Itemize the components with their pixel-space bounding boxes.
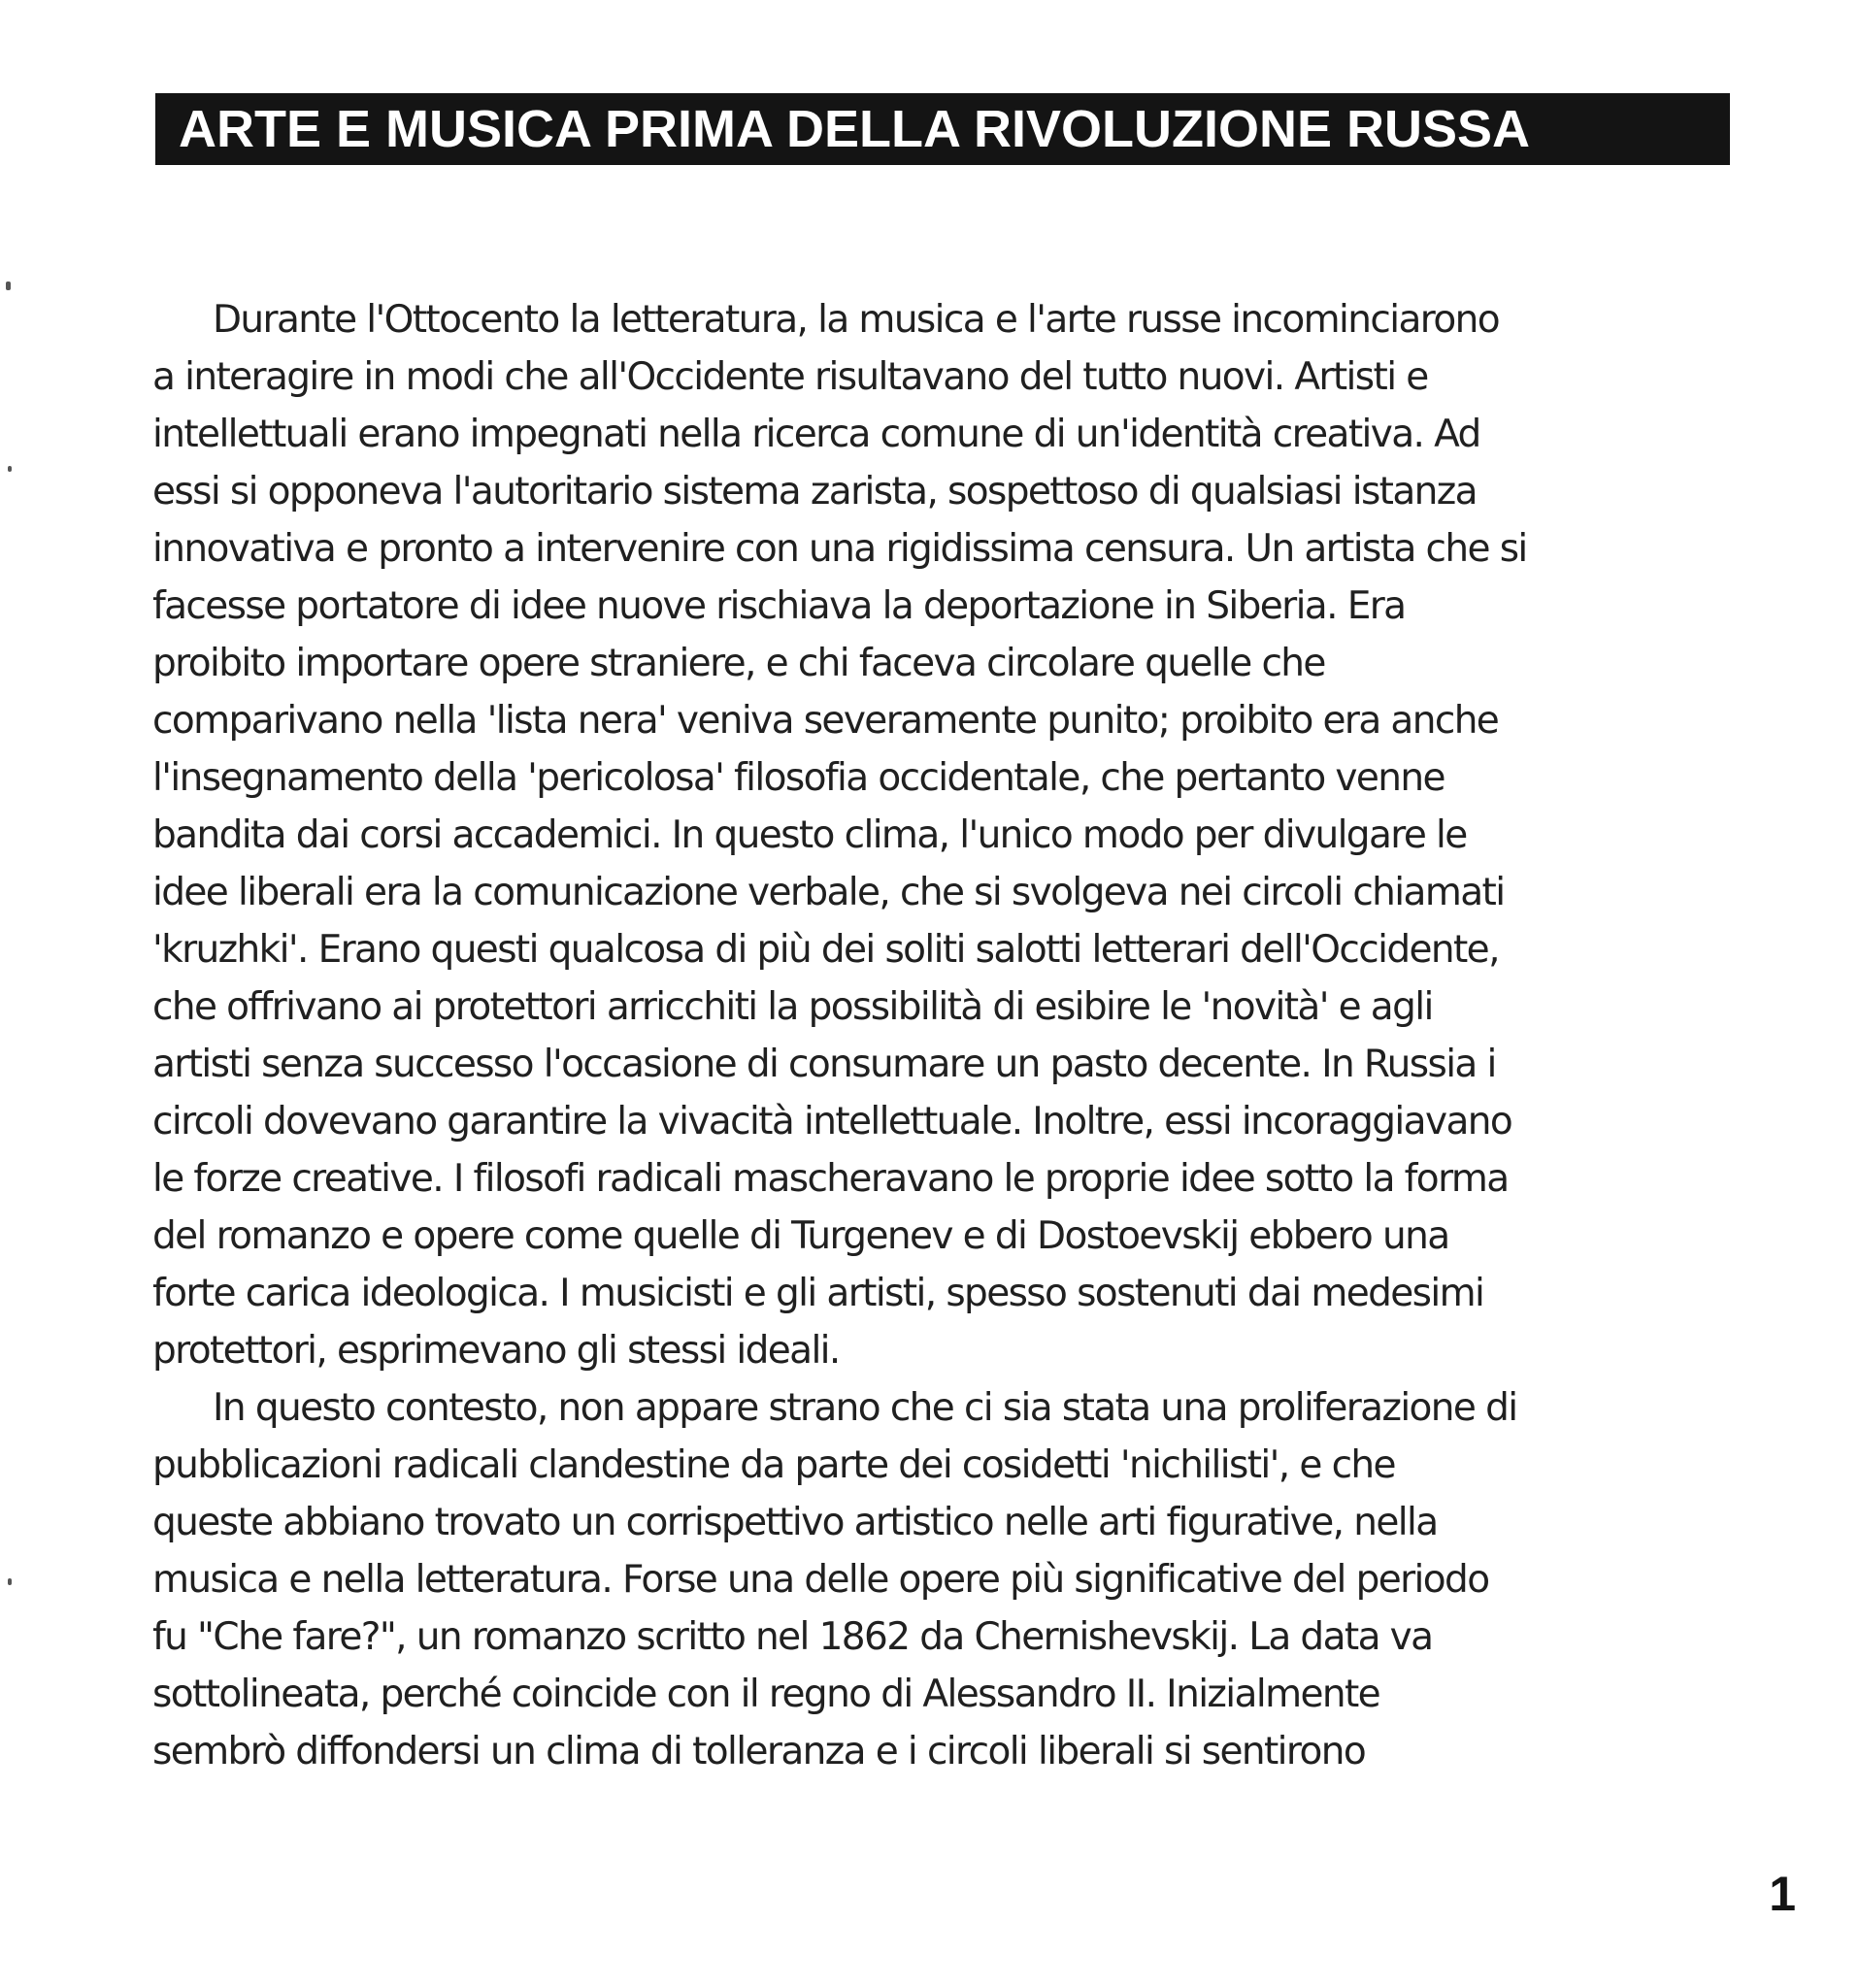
text-line: essi si opponeva l'autoritario sistema zarista, sospettoso di qualsiasi istanza (152, 470, 1477, 514)
text-line: a interagire in modi che all'Occidente risultavano del tutto nuovi. Artisti e (152, 355, 1428, 399)
text-line: queste abbiano trovato un corrispettivo artistico nelle arti figurative, nella (152, 1501, 1438, 1544)
text-line: protettori, esprimevano gli stessi ideali. (152, 1329, 840, 1373)
text-line: intellettuali erano impegnati nella ricerca comune di un'identità creativa. Ad (152, 413, 1480, 456)
page-title: ARTE E MUSICA PRIMA DELLA RIVOLUZIONE RUSSA (179, 100, 1531, 158)
text-line: circoli dovevano garantire la vivacità intellettuale. Inoltre, essi incoraggiavano (152, 1100, 1512, 1143)
text-line: facesse portatore di idee nuove rischiava la deportazione in Siberia. Era (152, 584, 1406, 628)
text-line: 'kruzhki'. Erano questi qualcosa di più dei soliti salotti letterari dell'Occidente, (152, 928, 1499, 972)
scan-speck (8, 466, 12, 472)
text-line: l'insegnamento della 'pericolosa' filosofia occidentale, che pertanto venne (152, 756, 1445, 800)
text-line: sembrò diffondersi un clima di tolleranza e i circoli liberali si sentirono (152, 1730, 1366, 1773)
title-banner (155, 93, 1730, 165)
text-line: comparivano nella 'lista nera' veniva severamente punito; proibito era anche (152, 699, 1499, 743)
text-line: musica e nella letteratura. Forse una delle opere più significative del periodo (152, 1558, 1489, 1602)
text-line: sottolineata, perché coincide con il regno di Alessandro II. Inizialmente (152, 1673, 1380, 1716)
article-body (152, 291, 1744, 1780)
page-number: 1 (1769, 1867, 1796, 1921)
text-line: forte carica ideologica. I musicisti e gli artisti, spesso sostenuti dai medesimi (152, 1272, 1484, 1315)
text-line: Durante l'Ottocento la letteratura, la musica e l'arte russe incominciarono (213, 298, 1499, 342)
text-line: bandita dai corsi accademici. In questo clima, l'unico modo per divulgare le (152, 813, 1467, 857)
text-line: innovativa e pronto a intervenire con una rigidissima censura. Un artista che si (152, 527, 1527, 571)
text-line: In questo contesto, non appare strano che ci sia stata una proliferazione di (213, 1386, 1517, 1430)
scan-speck (6, 282, 11, 290)
text-line: del romanzo e opere come quelle di Turgenev e di Dostoevskij ebbero una (152, 1214, 1449, 1258)
text-line: pubblicazioni radicali clandestine da parte dei cosidetti 'nichilisti', e che (152, 1443, 1395, 1487)
scan-speck (8, 1578, 12, 1585)
text-line: fu "Che fare?", un romanzo scritto nel 1862 da Chernishevskij. La data va (152, 1615, 1433, 1659)
text-line: che offrivano ai protettori arricchiti la possibilità di esibire le 'novità' e agli (152, 985, 1433, 1029)
text-line: idee liberali era la comunicazione verbale, che si svolgeva nei circoli chiamati (152, 871, 1505, 914)
text-line: artisti senza successo l'occasione di consumare un pasto decente. In Russia i (152, 1043, 1496, 1086)
text-line: proibito importare opere straniere, e chi faceva circolare quelle che (152, 642, 1325, 685)
text-line: le forze creative. I filosofi radicali mascheravano le proprie idee sotto la forma (152, 1157, 1509, 1201)
